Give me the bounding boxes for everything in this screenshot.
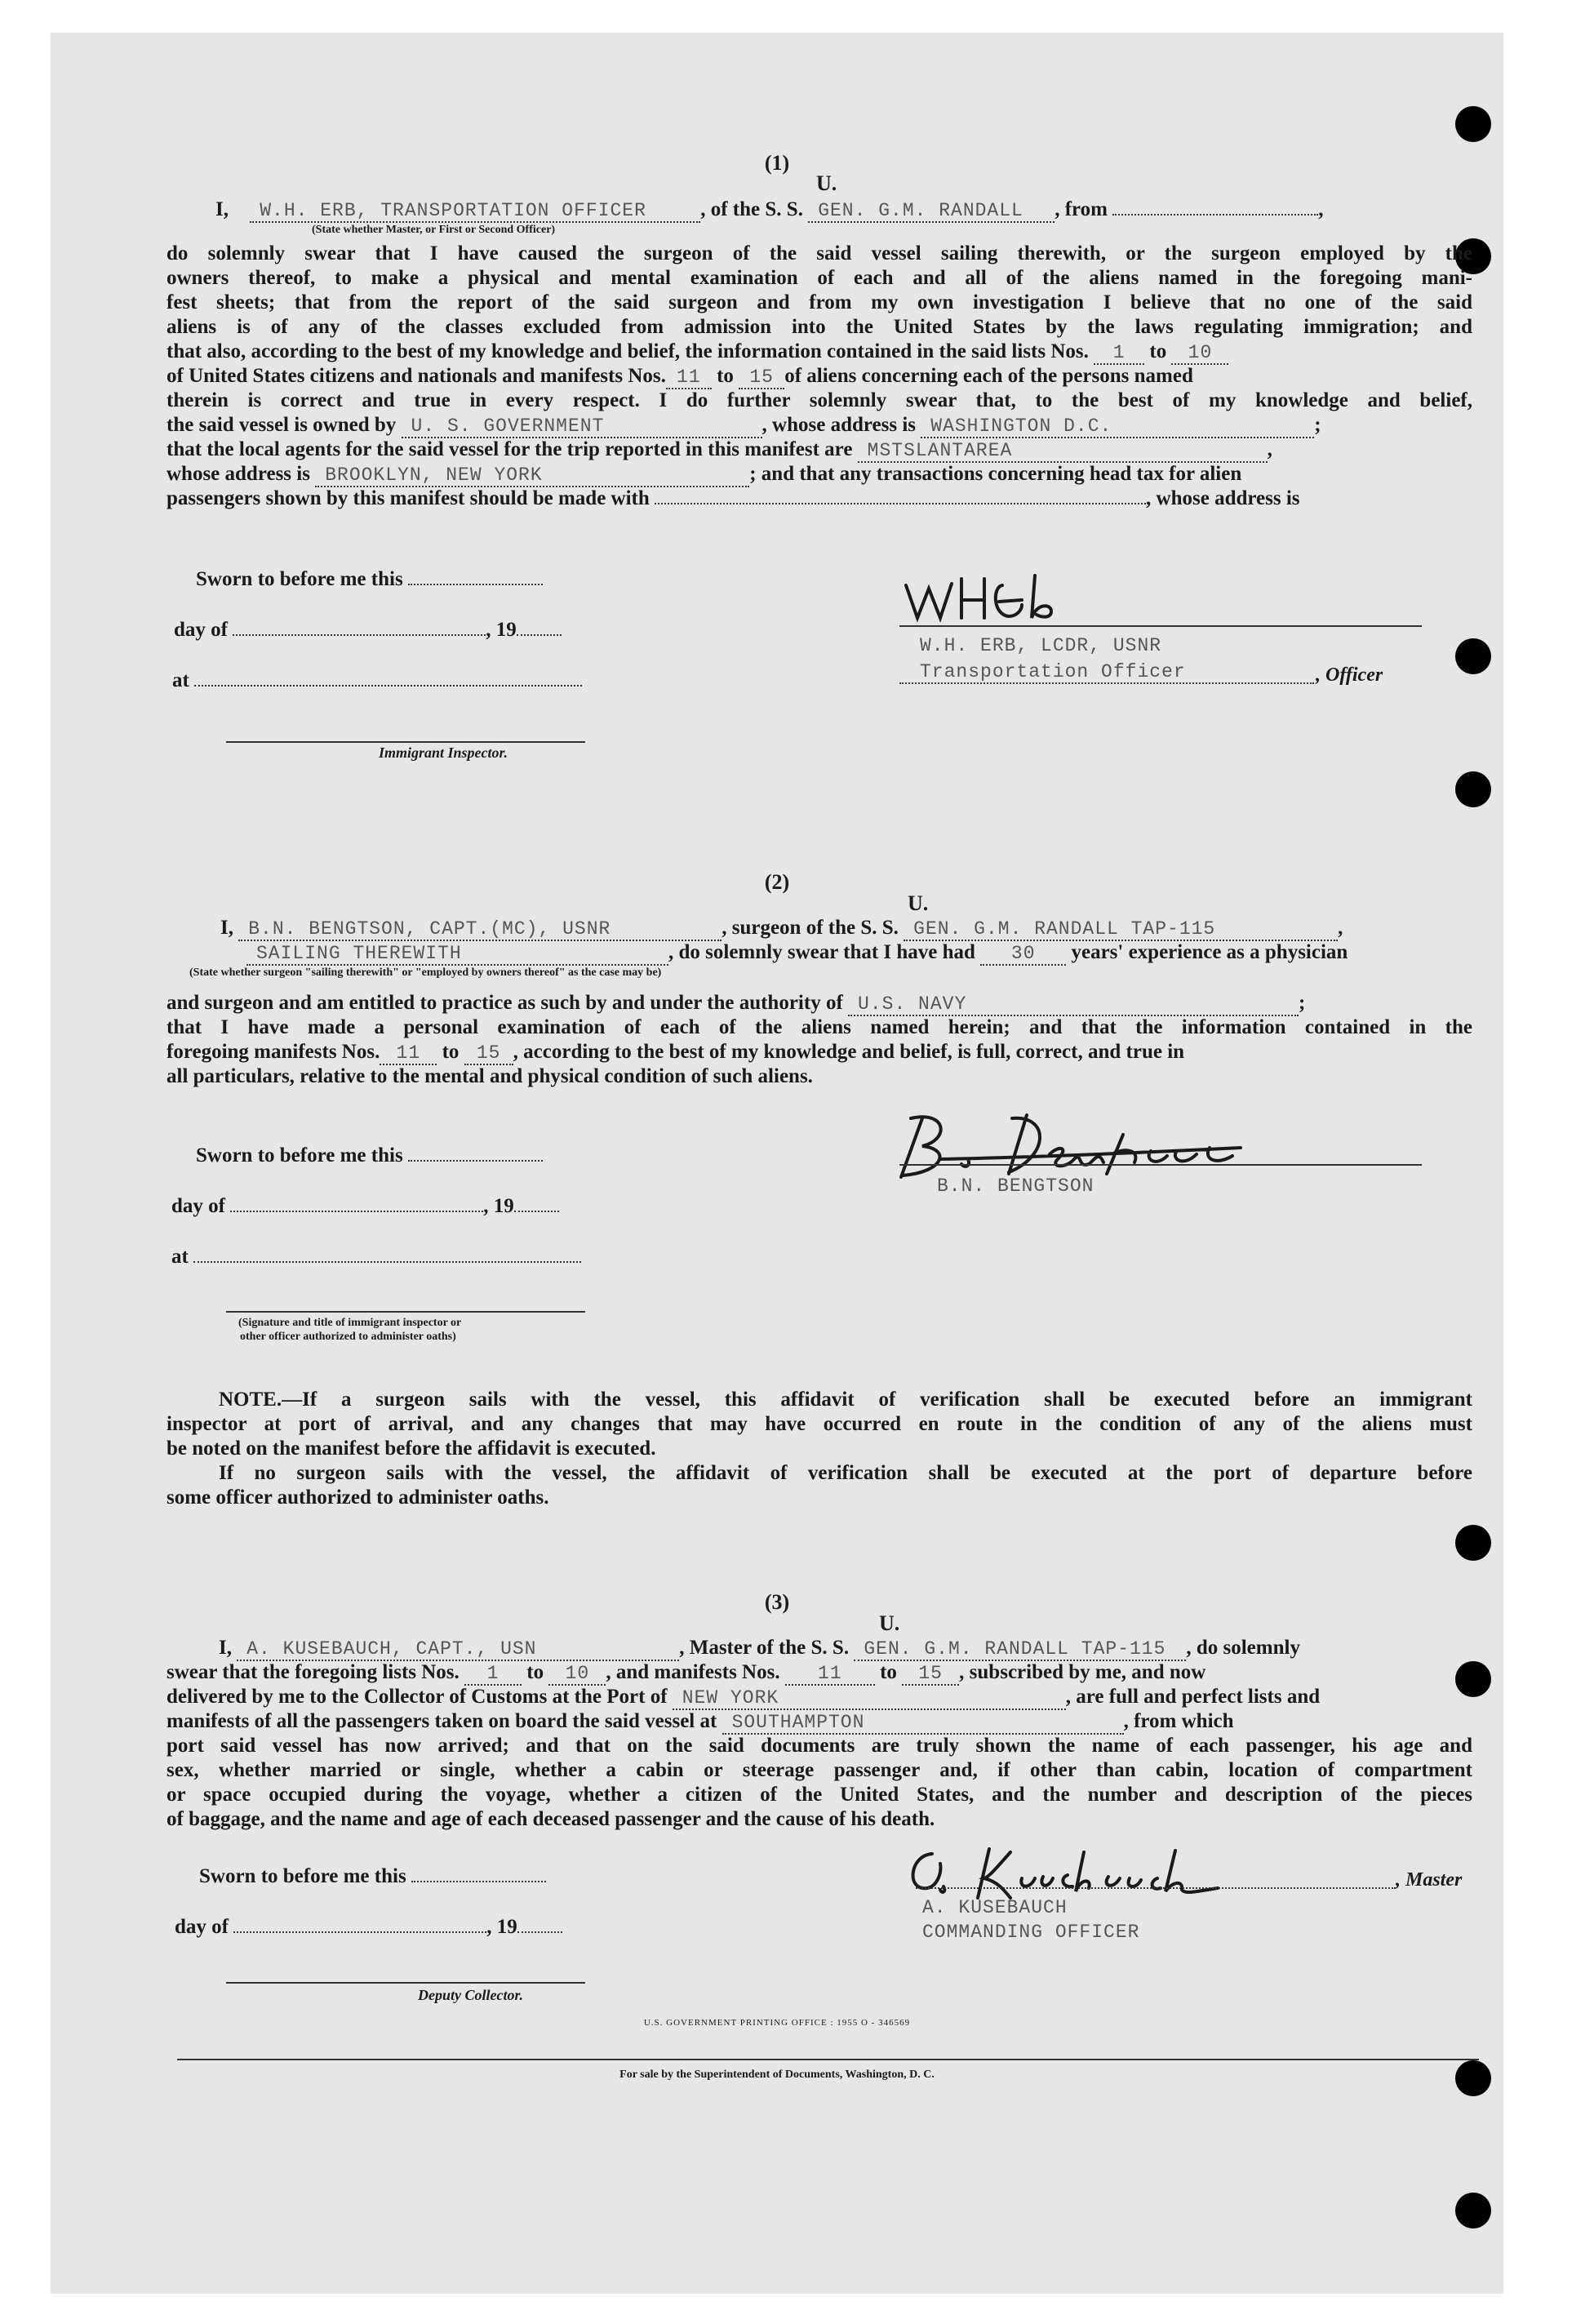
section-1-u: U.: [816, 171, 837, 195]
section-1-number: (1): [764, 151, 790, 175]
s1-officer-signature-line: [899, 625, 1422, 627]
s3-sworn-line: Sworn to before me this: [199, 1865, 546, 1888]
surgeon-name-field[interactable]: B.N. BENGTSON, CAPT.(MC), USNR: [238, 918, 722, 941]
section-2-number: (2): [764, 870, 790, 894]
s3-typed-signature-name: A. KUSEBAUCH: [922, 1897, 1068, 1918]
punch-hole-icon: [1455, 771, 1491, 807]
officer-name-caption: (State whether Master, or First or Second Officer): [312, 224, 556, 236]
s2-text: that I have made a personal examination of each of the aliens named herein; and that the information contained in the: [167, 1016, 1472, 1038]
s1-text: that also, according to the best of my knowledge and belief, the information contained in the said lists Nos. 1 to 10: [167, 340, 1472, 365]
s3-typed-signature-title: COMMANDING OFFICER: [922, 1922, 1140, 1943]
deputy-collector-caption: Deputy Collector.: [418, 1987, 523, 2003]
s2-at-line: at: [171, 1246, 581, 1269]
s1-text: aliens is of any of the classes excluded from admission into the United States by the laws regulating immigration; and: [167, 316, 1472, 338]
note-text: inspector at port of arrival, and any changes that may have occurred en route in the condition of any of the aliens must: [167, 1413, 1472, 1435]
note-text: be noted on the manifest before the affidavit is executed.: [167, 1438, 656, 1460]
boarding-port-field[interactable]: SOUTHAMPTON: [722, 1712, 1124, 1735]
s3-lists-from-field[interactable]: 1: [464, 1663, 522, 1686]
kusebauch-signature-icon: [899, 1841, 1226, 1906]
master-name-field[interactable]: A. KUSEBAUCH, CAPT., USN: [237, 1638, 679, 1661]
s1-text: do solemnly swear that I have caused the surgeon of the said vessel sailing therewith, or the surgeon employed by the: [167, 242, 1472, 264]
s1-at-line: at: [172, 669, 582, 692]
agents-address-field[interactable]: BROOKLYN, NEW YORK: [315, 464, 749, 487]
practice-authority-field[interactable]: U.S. NAVY: [848, 993, 1299, 1016]
s2-manifests-to-field[interactable]: 15: [464, 1042, 513, 1065]
s2-sworn-line: Sworn to before me this: [196, 1144, 543, 1167]
s1-typed-signature-name: W.H. ERB, LCDR, USNR: [920, 635, 1162, 656]
immigrant-inspector-caption: Immigrant Inspector.: [379, 744, 508, 761]
officer-name-field[interactable]: W.H. ERB, TRANSPORTATION OFFICER: [250, 200, 700, 223]
s3-manifests-to-field[interactable]: 15: [902, 1663, 959, 1686]
s3-text: port said vessel has now arrived; and that on the said documents are truly shown the name of each passenger, his age and: [167, 1735, 1472, 1757]
s1-day-line: day of , 19: [174, 619, 562, 642]
s3-text: or space occupied during the voyage, whether a citizen of the United States, and the number and description of the pieces: [167, 1784, 1472, 1806]
s3-vessel-name-field[interactable]: GEN. G.M. RANDALL TAP-115: [854, 1638, 1186, 1661]
s2-text: and surgeon and am entitled to practice as such by and under the authority of U.S. NAVY ;: [167, 992, 1306, 1015]
sailing-status-caption: (State whether surgeon "sailing therewith" or "employed by owners thereof" as the case may be): [189, 966, 662, 979]
s3-lists-to-field[interactable]: 10: [548, 1663, 606, 1686]
s1-text: that the local agents for the said vessel for the trip reported in this manifest are MSTSLANTAREA ,: [167, 438, 1272, 461]
punch-hole-icon: [1455, 638, 1491, 674]
master-caption: , Master: [1396, 1869, 1463, 1891]
sale-notice: For sale by the Superintendent of Documents, Washington, D. C.: [619, 2068, 935, 2081]
s3-manifests-from-field[interactable]: 11: [785, 1663, 875, 1686]
s1-text: fest sheets; that from the report of the said surgeon and from my own investigation I believe that no one of the said: [167, 291, 1472, 313]
local-agents-field[interactable]: MSTSLANTAREA: [858, 440, 1268, 463]
owner-field[interactable]: U. S. GOVERNMENT: [402, 415, 762, 438]
from-port-field[interactable]: [1112, 214, 1318, 216]
manifests-to-field[interactable]: 15: [739, 367, 784, 389]
vessel-name-field[interactable]: GEN. G.M. RANDALL: [808, 200, 1055, 223]
s1-officer-title-line: [899, 682, 1314, 684]
head-tax-agent-field[interactable]: [655, 503, 1146, 504]
s1-line-1: I, W.H. ERB, TRANSPORTATION OFFICER , of the S. S. GEN. G.M. RANDALL , from ,: [215, 198, 1324, 221]
s1-sworn-line: Sworn to before me this: [196, 568, 543, 591]
note-text: some officer authorized to administer oaths.: [167, 1486, 549, 1509]
bengtson-signature-icon: [890, 1094, 1249, 1184]
punch-hole-icon: [1455, 2193, 1491, 2228]
sailing-status-field[interactable]: SAILING THEREWITH: [246, 943, 668, 966]
s2-line-2: SAILING THEREWITH , do solemnly swear that I have had 30 years' experience as a physician: [246, 940, 1503, 966]
erb-signature-icon: [899, 567, 1087, 624]
s1-text: therein is correct and true in every respect. I do further solemnly swear that, to the best of my knowledge and belief,: [167, 389, 1472, 411]
section-3-number: (3): [764, 1590, 790, 1614]
s2-inspector-caption: other officer authorized to administer oaths): [240, 1331, 456, 1343]
s3-master-signature-line: [916, 1887, 1396, 1889]
s3-day-line: day of , 19: [175, 1916, 562, 1939]
s2-inspector-signature-line: [226, 1311, 585, 1313]
s2-text: foregoing manifests Nos. 11 to 15 , according to the best of my knowledge and belief, is full, correct, and true in: [167, 1041, 1185, 1064]
punch-hole-icon: [1455, 106, 1491, 142]
s3-text: delivered by me to the Collector of Customs at the Port of NEW YORK , are full and perfect lists and: [167, 1686, 1321, 1709]
manifest-form-page: [51, 33, 1503, 2294]
lists-from-field[interactable]: 1: [1094, 342, 1144, 365]
s3-text: sex, whether married or single, whether a cabin or steerage passenger and, if other than cabin, location of compartment: [167, 1759, 1472, 1781]
port-of-arrival-field[interactable]: NEW YORK: [673, 1687, 1066, 1710]
s1-typed-signature-title: Transportation Officer: [920, 661, 1186, 682]
note-text: If no surgeon sails with the vessel, the affidavit of verification shall be executed at the port of departure before: [219, 1462, 1472, 1484]
s2-line-1: I, B.N. BENGTSON, CAPT.(MC), USNR , surgeon of the S. S. GEN. G.M. RANDALL TAP-115 ,: [220, 917, 1343, 940]
s3-text: of baggage, and the name and age of each deceased passenger and the cause of his death.: [167, 1808, 935, 1830]
note-text: NOTE.—If a surgeon sails with the vessel, this affidavit of verification shall be executed before an immigrant: [219, 1389, 1472, 1411]
s2-manifests-from-field[interactable]: 11: [380, 1042, 437, 1065]
s1-text: of United States citizens and nationals and manifests Nos. 11 to 15 of aliens concerning each of the persons named: [167, 365, 1193, 388]
lists-to-field[interactable]: 10: [1171, 342, 1228, 365]
s2-surgeon-signature-line: [899, 1164, 1422, 1166]
manifests-from-field[interactable]: 11: [666, 367, 712, 389]
s1-text: owners thereof, to make a physical and mental examination of each and all of the aliens named in the foregoing mani-: [167, 267, 1472, 289]
section-3-u: U.: [879, 1611, 900, 1635]
s2-inspector-caption: (Signature and title of immigrant inspector or: [238, 1317, 462, 1329]
s2-vessel-name-field[interactable]: GEN. G.M. RANDALL TAP-115: [904, 918, 1338, 941]
owner-address-field[interactable]: WASHINGTON D.C.: [921, 415, 1314, 438]
s3-collector-signature-line: [226, 1982, 585, 1984]
s2-typed-signature-name: B.N. BENGTSON: [937, 1175, 1094, 1197]
gpo-imprint: U.S. GOVERNMENT PRINTING OFFICE : 1955 O - 346569: [643, 2018, 911, 2028]
officer-caption: , Officer: [1316, 664, 1383, 686]
s2-text: all particulars, relative to the mental and physical condition of such aliens.: [167, 1065, 813, 1087]
s1-text: the said vessel is owned by U. S. GOVERNMENT , whose address is WASHINGTON D.C. ;: [167, 414, 1321, 437]
s3-line-1: I, A. KUSEBAUCH, CAPT., USN , Master of the S. S. GEN. G.M. RANDALL TAP-115 , do solemnly: [219, 1637, 1300, 1660]
years-experience-field[interactable]: 30: [980, 943, 1066, 966]
s2-day-line: day of , 19: [171, 1195, 559, 1218]
punch-hole-icon: [1455, 1525, 1491, 1561]
footer-rule: [177, 2059, 1479, 2060]
s3-text: swear that the foregoing lists Nos. 1 to 10 , and manifests Nos. 11 to 15 , subscribed by me, and now: [167, 1661, 1206, 1684]
s3-text: manifests of all the passengers taken on board the said vessel at SOUTHAMPTON , from which: [167, 1710, 1234, 1733]
section-2-u: U.: [908, 891, 929, 915]
s1-text: passengers shown by this manifest should be made with , whose address is: [167, 487, 1300, 509]
s1-text: whose address is BROOKLYN, NEW YORK ; and that any transactions concerning head tax for alien: [167, 463, 1242, 486]
s1-inspector-signature-line: [226, 741, 585, 743]
